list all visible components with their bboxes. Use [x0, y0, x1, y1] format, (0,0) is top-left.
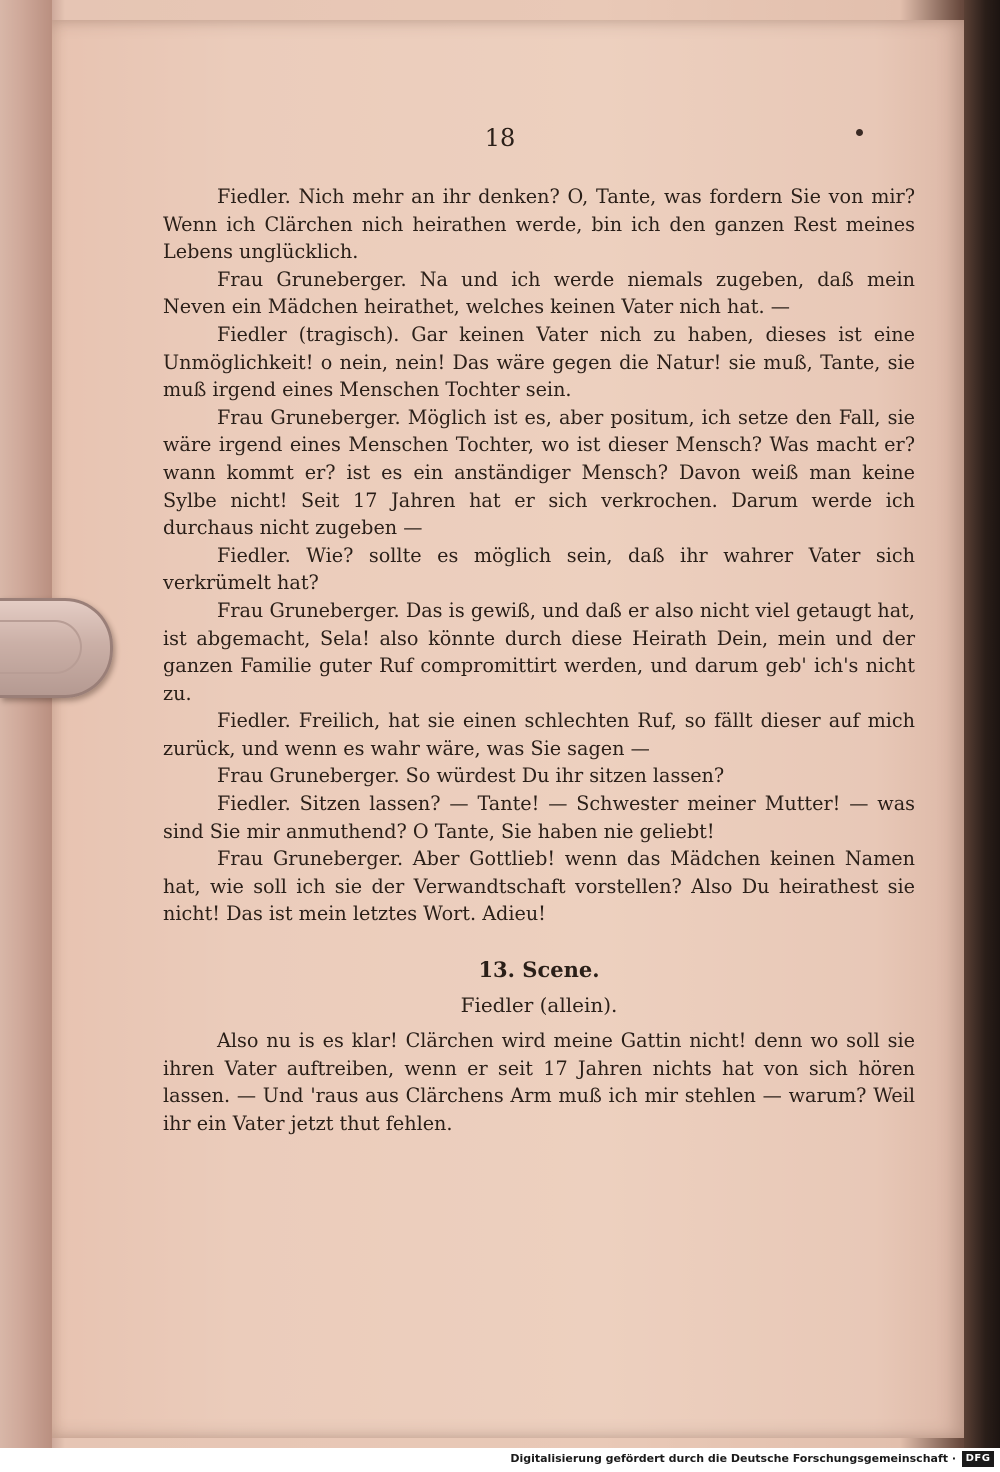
- dialogue-paragraph: Frau Gruneberger. So würdest Du ihr sitzen lassen?: [217, 764, 725, 788]
- dialogue-paragraph: Fiedler. Nich mehr an ihr denken? O, Tante, was fordern Sie von mir? Wenn ich Clärchen nich heirathen werde, bin ich den ganzen Rest meines Lebens unglücklich.: [163, 185, 915, 264]
- dialogue-paragraph: Frau Gruneberger. Das is gewiß, und daß er also nicht viel getaugt hat, ist abgemacht, Sela! also könnte durch diese Heirath Dein, mein und der ganzen Familie guter Ruf compromittirt werden, und darum geb' ich's nicht zu.: [163, 598, 915, 705]
- book-spine-shadow: [964, 0, 1000, 1448]
- dialogue-paragraph: Frau Gruneberger. Möglich ist es, aber positum, ich setze den Fall, sie wäre irgend eines Menschen Tochter, wo ist dieser Mensch? Was macht er? wann kommt er? ist es ein anständiger Mensch? Davon weiß man keine Sylbe nicht! Seit 17 Jahren hat er sich verkrochen. Darum werde ich durchaus nicht zugeben —: [163, 405, 915, 540]
- page-body: [163, 183, 915, 1138]
- dialogue-paragraph: Fiedler (tragisch). Gar keinen Vater nich zu haben, dieses ist eine Unmöglichkeit! o nein, nein! Das wäre gegen die Natur! sie muß, Tante, sie muß irgend eines Menschen Tochter sein.: [163, 322, 915, 402]
- paper-clip-inner-loop: [0, 620, 82, 674]
- dialogue-paragraph: Fiedler. Wie? sollte es möglich sein, daß ihr wahrer Vater sich verkrümelt hat?: [163, 543, 915, 595]
- book-left-edge: [0, 0, 52, 1448]
- dialogue-paragraph: Fiedler. Sitzen lassen? — Tante! — Schwester meiner Mutter! — was sind Sie mir anmuthend? O Tante, Sie haben nie geliebt!: [163, 792, 915, 843]
- page-number: 18: [484, 124, 516, 152]
- dialogue-paragraph: Fiedler. Freilich, hat sie einen schlechten Ruf, so fällt dieser auf mich zurück, und wenn es wahr wäre, was Sie sagen —: [163, 709, 915, 760]
- dialogue-paragraph: Frau Gruneberger. Na und ich werde niemals zugeben, daß mein Neven ein Mädchen heirathet, welches keinen Vater nich hat. —: [163, 267, 915, 319]
- dfg-logo-icon: DFG: [962, 1451, 994, 1467]
- scene-paragraph: Also nu is es klar! Clärchen wird meine Gattin nicht! denn wo soll sie ihren Vater auftreiben, wenn er seit 17 Jahren nichts hat von sich hören lassen. — Und 'raus aus Clärchens Arm muß ich mir stehlen — warum? Weil ihr ein Vater jetzt thut fehlen.: [163, 1029, 915, 1135]
- scene-subheading: Fiedler (allein).: [460, 992, 618, 1017]
- dialogue-paragraph: Frau Gruneberger. Aber Gottlieb! wenn das Mädchen keinen Namen hat, wie soll ich sie der Verwandtschaft vorstellen? Also Du heirathest sie nicht! Das ist mein letztes Wort. Adieu!: [163, 847, 915, 926]
- scene-heading: 13. Scene.: [478, 957, 600, 983]
- funding-notice: Digitalisierung gefördert durch die Deutsche Forschungsgemeinschaft ·: [510, 1452, 956, 1465]
